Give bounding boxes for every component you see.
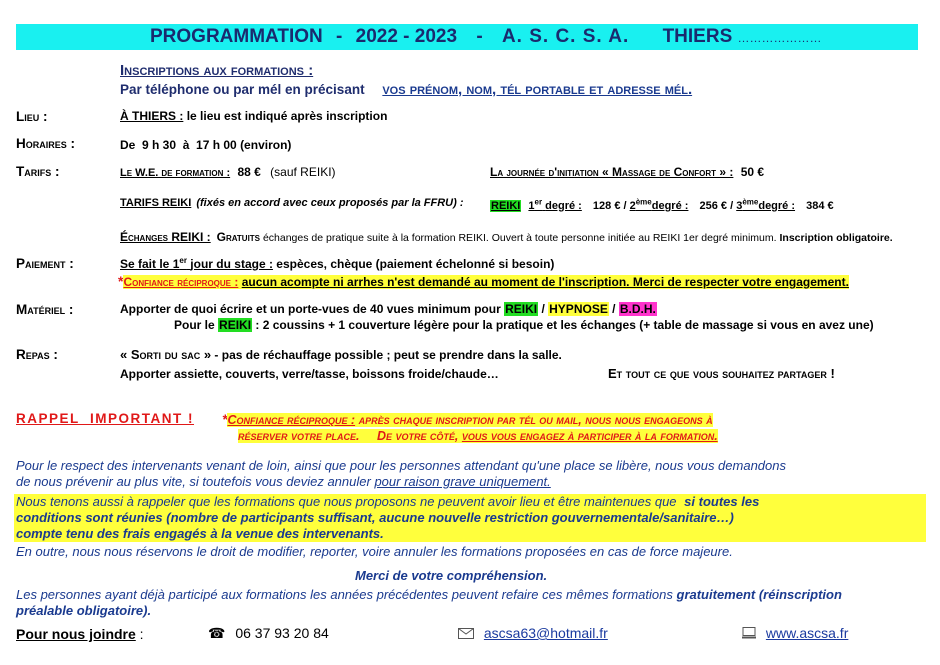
deg3 [736, 197, 796, 212]
inscriptions-prefix: Par téléphone ou par mél en précisant [120, 82, 365, 97]
email-link[interactable]: ascsa63@hotmail.fr [483, 625, 608, 641]
title-dots: ………………… [737, 31, 822, 45]
deg1-sup: er [534, 197, 543, 206]
contact-email[interactable] [458, 625, 608, 642]
materiel-reiki: REIKI [505, 302, 538, 316]
title-org: A. S. C. S. A. [501, 26, 630, 47]
contact-phone[interactable] [208, 625, 329, 642]
contact-row [16, 626, 144, 642]
echanges-text: échanges de pratique suite à la formation REIKI. Ouvert à toute personne initiée au REIKI 1er degré minimum. [262, 232, 777, 244]
rappel-text2a: réserver votre place. [238, 429, 360, 443]
title-programmation: PROGRAMMATION [150, 26, 323, 47]
lieu-label: Lieu : [16, 109, 48, 124]
deg1-price: 128 € / [592, 199, 627, 212]
tarifs-we [120, 165, 336, 179]
para-anciens-c: préalable obligatoire). [16, 603, 152, 618]
tarifs-journee [490, 165, 764, 179]
paiement-confiance-text: aucun acompte ni arrhes n'est demandé au moment de l'inscription. Merci de respecter votre engagement. [241, 275, 849, 289]
rappel-box1 [227, 413, 712, 427]
paiement-label: Paiement : [16, 256, 74, 271]
title-years: 2022 - 2023 [355, 26, 458, 47]
journee-price: 50 € [740, 165, 765, 179]
inscriptions-heading: Inscriptions aux formations : [120, 62, 314, 79]
para-conditions-c: conditions sont réunies (nombre de participants suffisant, aucune nouvelle restriction gouvernementale/sanitaire…) [16, 510, 734, 525]
deg2-label: degré : [651, 199, 689, 212]
lieu-link: À THIERS : [120, 109, 184, 123]
merci: Merci de votre compréhension. [355, 568, 548, 583]
deg2-price: 256 € / [699, 199, 734, 212]
para-anciens [16, 587, 926, 619]
deg3-price: 384 € [806, 199, 834, 212]
deg1-label: degré : [545, 199, 582, 212]
phone-icon: ☎ [208, 625, 226, 641]
phone-number: 06 37 93 20 84 [235, 625, 329, 641]
tarifs-reiki [120, 197, 464, 209]
repas-line1 [120, 347, 562, 362]
paiement-confiance-box [123, 275, 848, 289]
repas-line2: Apporter assiette, couverts, verre/tasse, boissons froide/chaude… [120, 367, 499, 381]
materiel-label: Matériel : [16, 302, 74, 317]
paiement-star: * [118, 273, 124, 289]
para-conditions [16, 494, 926, 542]
contact-web[interactable] [742, 625, 848, 642]
deg2-sup: ème [635, 197, 652, 206]
repas-line1-text: - pas de réchauffage possible ; peut se prendre dans la salle. [214, 348, 562, 362]
lieu-text [120, 109, 387, 123]
rappel-text1: après chaque inscription par tél ou mail, nous nous engageons à [358, 413, 713, 427]
paiement-u2-text: jour du stage : [190, 257, 273, 271]
deg2 [629, 197, 689, 212]
para-force-majeure: En outre, nous nous réservons le droit de modifier, reporter, voire annuler les formations proposées en cas de force majeure. [16, 544, 733, 559]
deg1 [528, 197, 582, 212]
deg2-num: 2 [629, 199, 636, 212]
para-respect-line2b: pour raison grave uniquement. [374, 474, 551, 489]
para-respect [16, 458, 926, 490]
rappel-star: * [222, 411, 228, 427]
repas-sortie: « Sorti du sac » [120, 347, 212, 362]
materiel-slash1: / [541, 302, 545, 316]
materiel-slash2: / [612, 302, 616, 316]
materiel-line2-reiki: REIKI [219, 318, 252, 332]
rappel-line1 [222, 411, 713, 427]
repas-label: Repas : [16, 347, 58, 362]
rappel-text2b: De votre côté, [376, 429, 459, 443]
paiement-line1 [120, 256, 554, 271]
paiement-sup: er [179, 256, 187, 265]
para-conditions-line1 [16, 494, 926, 510]
para-anciens-b: gratuitement (réinscription [676, 587, 842, 602]
inscriptions-line [120, 81, 692, 98]
web-link[interactable]: www.ascsa.fr [765, 625, 849, 641]
para-conditions-d: compte tenu des frais engagés à la venue des intervenants. [16, 526, 384, 541]
deg3-sup: ème [742, 197, 759, 206]
para-anciens-a: Les personnes ayant déjà participé aux formations les années précédentes peuvent refaire ces mêmes formations [16, 587, 673, 602]
horaires-label: Horaires : [16, 136, 76, 151]
title-sep: - [476, 26, 483, 47]
we-label: Le W.E. de formation : [120, 167, 231, 179]
para-conditions-b: si toutes les [684, 494, 760, 509]
paiement-u1 [120, 257, 273, 271]
contact-label: Pour nous joindre [16, 626, 136, 642]
deg1-num: 1 [528, 199, 535, 212]
para-respect-line1: Pour le respect des intervenants venant de loin, ainsi que pour les personnes attendant qu'une place se libère, nous vous demandons [16, 458, 786, 473]
rappel-line2 [238, 429, 718, 443]
horaires-text: De 9 h 30 à 17 h 00 (environ) [120, 138, 292, 152]
materiel-text1: Apporter de quoi écrire et un porte-vues de 40 vues minimum pour [120, 302, 501, 316]
materiel-hypnose: HYPNOSE [549, 302, 608, 316]
rappel-label: RAPPEL IMPORTANT ! [16, 411, 195, 426]
echanges-oblig: Inscription obligatoire. [779, 232, 893, 244]
paiement-confiance: Confiance réciproque : [123, 275, 239, 289]
para-conditions-a: Nous tenons aussi à rappeler que les formations que nous proposons ne peuvent avoir lieu et être maintenues que [16, 494, 677, 509]
echanges-line [120, 230, 893, 244]
we-price: 88 € [237, 165, 261, 179]
para-respect-line2a: de nous prévenir au plus vite, si toutefois vous deviez annuler [16, 474, 371, 489]
rappel-text2c: vous vous engagez à participer à la formation. [461, 429, 718, 443]
rappel-confiance: Confiance réciproque : [227, 413, 356, 427]
paiement-rest: espèces, chèque (paiement échelonné si besoin) [276, 257, 555, 271]
inscriptions-emph: vos prénom, nom, tél portable et adresse mél. [382, 81, 693, 98]
deg3-label: degré : [758, 199, 796, 212]
materiel-line2-prefix: Pour le [174, 318, 215, 332]
contact-colon: : [139, 626, 144, 642]
computer-icon [742, 626, 756, 642]
paiement-u1-text: Se fait le 1 [120, 257, 180, 271]
title-sep: - [336, 26, 343, 47]
reiki-tag: REIKI [491, 199, 521, 212]
reiki-note: (fixés en accord avec ceux proposés par la FFRU) : [196, 197, 464, 209]
lieu-desc: le lieu est indiqué après inscription [186, 109, 388, 123]
deg3-num: 3 [736, 199, 743, 212]
mail-icon [458, 626, 474, 642]
reiki-degrees [490, 197, 834, 212]
paiement-line2 [118, 273, 849, 289]
para-respect-line2 [16, 474, 926, 490]
journee-label: La journée d'initiation « Massage de Confort » : [490, 165, 734, 179]
materiel-line2-text: : 2 coussins + 1 couverture légère pour la pratique et les échanges (+ table de massage si vous en avez une) [255, 318, 874, 332]
materiel-bdh: B.D.H. [619, 302, 656, 316]
materiel-line2 [174, 318, 874, 332]
para-anciens-line1 [16, 587, 926, 603]
title-city: THIERS [662, 26, 733, 47]
echanges-gratuits: Gratuits [216, 230, 261, 244]
we-note: (sauf REIKI) [270, 165, 336, 179]
reiki-label: TARIFS REIKI [120, 197, 192, 209]
tarifs-label: Tarifs : [16, 164, 60, 179]
echanges-label: Échanges REIKI : [120, 230, 211, 244]
materiel-line1 [120, 302, 657, 316]
repas-partager: Et tout ce que vous souhaitez partager ! [608, 366, 835, 381]
page-title [150, 24, 822, 50]
